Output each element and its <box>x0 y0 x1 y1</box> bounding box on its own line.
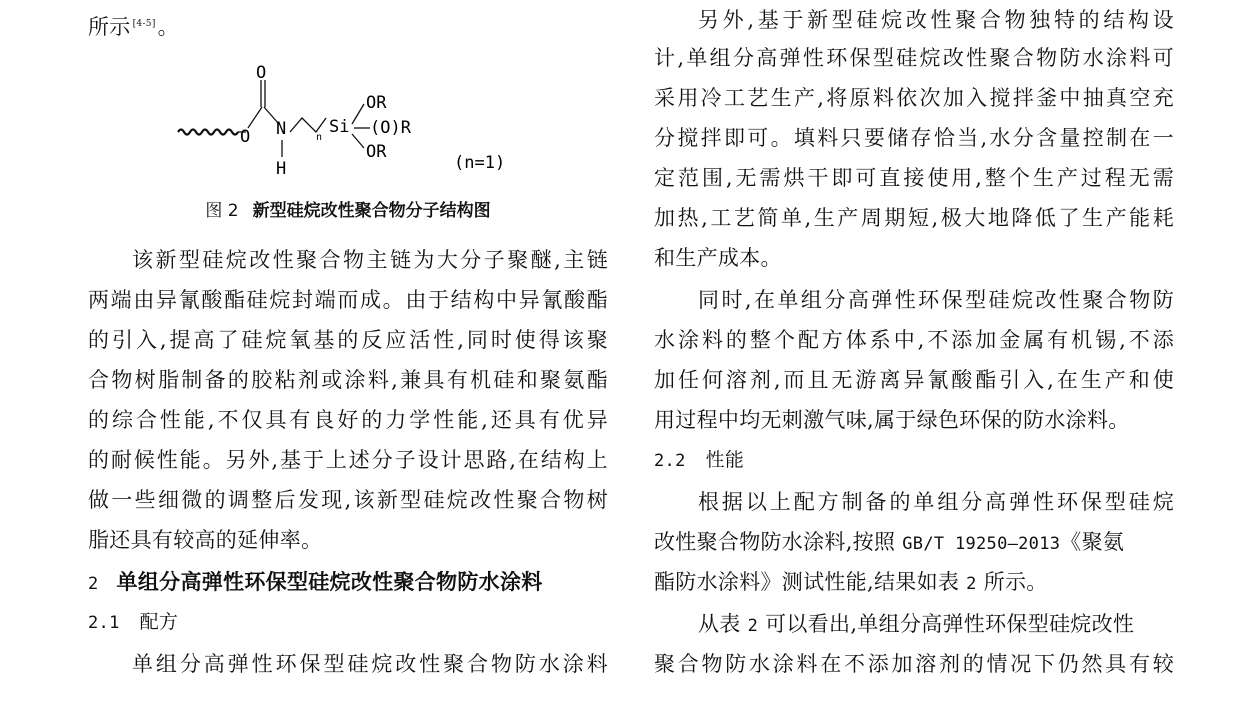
atom-label: O <box>240 127 251 147</box>
text-span: 可以看出,单组分高弹性环保型硅烷改性 <box>765 612 1135 636</box>
section-title: 单组分高弹性环保型硅烷改性聚合物防水涂料 <box>116 570 543 594</box>
n-note: (n=1) <box>454 153 506 173</box>
caption-title: 新型硅烷改性聚合物分子结构图 <box>252 201 491 221</box>
group-label: OR <box>366 142 387 162</box>
text-line <box>654 604 1174 644</box>
group-label: OR <box>366 93 387 113</box>
text-line: 和生产成本。 <box>654 246 782 270</box>
text-span: 所示 <box>88 15 131 39</box>
text-line: 加任何溶剂,而且无游离异氰酸酯引入,在生产和使 <box>654 368 1174 392</box>
text-line: 同时,在单组分高弹性环保型硅烷改性聚合物防 <box>698 288 1174 312</box>
molecular-structure-figure <box>176 60 516 185</box>
text-line: 加热,工艺简单,生产周期短,极大地降低了生产能耗 <box>654 206 1174 230</box>
text-line: 的引入,提高了硅烷氧基的反应活性,同时使得该聚 <box>88 328 608 352</box>
section-heading <box>88 562 608 602</box>
text-line: 脂还具有较高的延伸率。 <box>88 528 323 552</box>
text-line: 的耐候性能。另外,基于上述分子设计思路,在结构上 <box>88 448 608 472</box>
text-line: 分搅拌即可。填料只要储存恰当,水分含量控制在一 <box>654 126 1174 150</box>
text-line: 单组分高弹性环保型硅烷改性聚合物防水涂料 <box>132 652 608 676</box>
text-span: 《聚氨 <box>1060 530 1125 554</box>
standard-code: GB/T 19250—2013 <box>902 534 1061 554</box>
text-line: 另外,基于新型硅烷改性聚合物独特的结构设 <box>698 8 1174 32</box>
figure-caption <box>88 196 608 221</box>
subsection-heading <box>654 440 1174 480</box>
subsection-heading <box>88 602 608 642</box>
text-line: 采用冷工艺生产,将原料依次加入搅拌釜中抽真空充 <box>654 86 1174 110</box>
atom-label: H <box>276 159 287 179</box>
subscript-label: n <box>316 132 323 143</box>
text-line <box>654 562 1174 602</box>
table-number: 2 <box>747 616 759 636</box>
bond <box>290 118 326 132</box>
text-line: 两端由异氰酸酯硅烷封端而成。由于结构中异氰酸酯 <box>88 288 608 312</box>
bond <box>248 107 262 128</box>
table-number: 2 <box>966 574 977 594</box>
text-line: 水涂料的整个配方体系中,不添加金属有机锡,不添 <box>654 328 1174 352</box>
citation: [4-5] <box>132 19 156 29</box>
subsection-number: 2.1 <box>88 613 120 633</box>
text-line <box>88 4 608 44</box>
text-span: 从表 <box>698 612 741 636</box>
text-line: 根据以上配方制备的单组分高弹性环保型硅烷 <box>698 490 1174 514</box>
wavy-polymer-chain <box>178 130 238 135</box>
text-line: 计,单组分高弹性环保型硅烷改性聚合物防水涂料可 <box>654 46 1174 70</box>
subsection-title: 配方 <box>139 611 179 633</box>
bond <box>352 134 364 148</box>
text-line: 聚合物防水涂料在不添加溶剂的情况下仍然具有较 <box>654 652 1174 676</box>
text-line: 定范围,无需烘干即可直接使用,整个生产过程无需 <box>654 166 1174 190</box>
text-span: 改性聚合物防水涂料,按照 <box>654 530 896 554</box>
section-number: 2 <box>88 574 99 594</box>
bond <box>352 104 364 124</box>
text-span: 酯防水涂料》测试性能,结果如表 <box>654 570 960 594</box>
subsection-title: 性能 <box>705 449 745 471</box>
group-label: (O)R <box>370 118 411 138</box>
text-line: 该新型硅烷改性聚合物主链为大分子聚醚,主链 <box>132 248 608 272</box>
text-line: 做一些细微的调整后发现,该新型硅烷改性聚合物树 <box>88 488 608 512</box>
text-span: 所示。 <box>983 570 1048 594</box>
caption-number: 图 2 <box>205 201 239 221</box>
text-line: 合物树脂制备的胶粘剂或涂料,兼具有机硅和聚氨酯 <box>88 368 608 392</box>
text-line: 的综合性能,不仅具有良好的力学性能,还具有优异 <box>88 408 608 432</box>
subsection-number: 2.2 <box>654 451 686 471</box>
atom-label: Si <box>329 117 350 137</box>
text-line: 用过程中均无刺激气味,属于绿色环保的防水涂料。 <box>654 408 1130 432</box>
atom-label: N <box>276 119 287 139</box>
atom-label: O <box>256 63 267 83</box>
text-span: 。 <box>157 15 179 39</box>
text-line <box>654 522 1174 562</box>
